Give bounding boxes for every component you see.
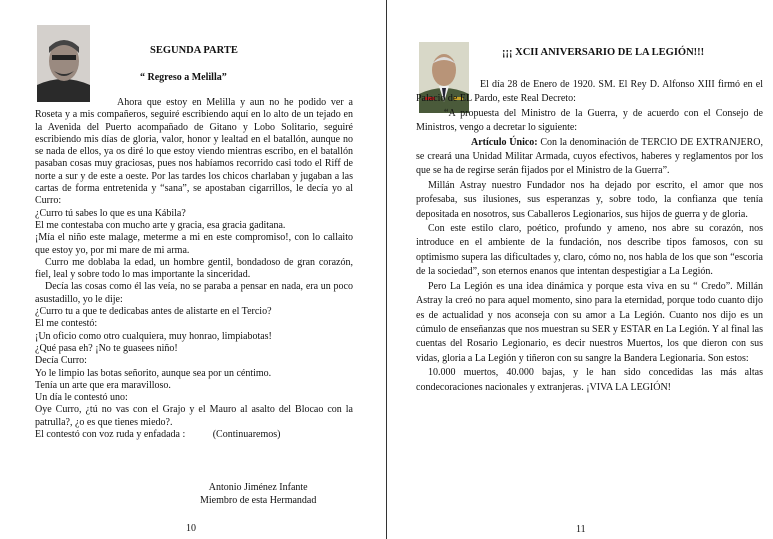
author-portrait-photo (37, 25, 90, 102)
paragraph: Yo le limpio las botas señorito, aunque sea por un céntimo. (35, 367, 272, 379)
story-text (35, 97, 353, 441)
paragraph: Un día le contestó uno: (35, 392, 128, 404)
paragraph: ¿Qué pasa eh? ¡No te guasees niño! (35, 342, 178, 354)
paragraph: Pero La Legión es una idea dinámica y porque esta viva en su “ Credo”. Millán Astray la creó no para aquel momento, sino para la eternidad, porque todo cuanto dijo es de actualidad y nos aconseja con su amor a La Legión. Cuanto nos dijo es un cúmulo de enseñanzas que nos muestran su SER y ESTAR en La Legión. Y al final las cuentas del Rosario Legionario, es decir nuestros Muertos, los que dieron con sus vidas, gloria a La Legión y tiñeron con su sangre la Bandera Legionaria. Son estos: (416, 280, 763, 364)
paragraph: El me contestaba con mucho arte y gracia, esa gracia gaditana. (35, 219, 286, 231)
paragraph: Millán Astray nuestro Fundador nos ha dejado por escrito, el amor que nos profesaba, sus ilusiones, sus esperanzas y, sobre todo, la confianza que tenía depositada en nosotros, sus Caballeros Legionarios, sus hijos de guerra y de gloria. (416, 179, 763, 220)
author-role: Miembro de esta Hermandad (200, 495, 317, 506)
paragraph: Ahora que estoy en Melilla y aun no he podido ver a Roseta y a mis compañeros, seguiré escribiendo aquí en lo alto de un tejado en la Avenida del Puerto acompañado de Gitano y Lobo Solitario, seguiré escribiendo mis días de gloria, valor, honor y lealtad en el batallón, aunque no se nada de ellos, ya os diré lo que estoy viendo mientras escribo, en el batallón pasaban cosas muy graciosas, pues nos habíamos recorrido casi todo el Riff de norte a sur y de este a oeste. Por las tardes los chicos charlaban y jugaban a las cartas de forma entretenida y “sana”, se apostaban cigarrillos, le decía yo al Curro: (35, 97, 353, 207)
paragraph: Curro me doblaba la edad, un hombre gentil, bondadoso de gran corazón, fiel, leal y sobre todo lo mas importante la sinceridad. (35, 256, 353, 281)
paragraph: Decía Curro: (35, 355, 87, 367)
article-text (416, 78, 763, 395)
paragraph: 10.000 muertos, 40.000 bajas, y le han sido concedidas las más altas condecoraciones nacionales y extranjeras. ¡VIVA LA LEGIÓN! (416, 367, 763, 393)
right-page (388, 0, 773, 539)
paragraph: “A propuesta del Ministro de la Guerra, y de acuerdo con el Consejo de Ministros, vengo a decretar lo siguiente: (416, 107, 763, 134)
author-signature (200, 481, 316, 507)
page-number: 10 (186, 523, 196, 534)
page-divider (386, 0, 387, 539)
anniversary-title: ¡¡¡ XCII ANIVERSARIO DE LA LEGIÓN!!! (502, 47, 705, 58)
paragraph: Con este estilo claro, poético, profundo y ameno, nos abre su corazón, nos introduce en el ambiente de la fundación, nos describe tipos famosos, con su optimismo supera las dificultades y, claro, cómo no, nos habla de los que son “escoria de la sociedad”, son eternos enanos que intentan despestigiar a La Legión. (416, 223, 763, 278)
paragraph: El contestó con voz ruda y enfadada : (Continuaremos) (35, 429, 281, 441)
paragraph: ¿Curro tu a que te dedicabas antes de alistarte en el Tercio? (35, 306, 272, 318)
paragraph: Decía las cosas como él las veía, no se paraba a pensar en nada, era un poco asustadillo, yo le dije: (35, 281, 353, 305)
paragraph: Oye Curro, ¿tú no vas con el Grajo y el Mauro al asalto del Blocao con la patrulla?, ¿o es que tienes miedo?. (35, 404, 353, 428)
paragraph: ¡Mía el niño este malage, meterme a mi en este compromiso!, con lo callaito que estoy yo, por mi mare de mi arma. (35, 232, 353, 256)
page-number: 11 (576, 524, 586, 535)
paragraph: ¿Curro tú sabes lo que es una Kábila? (35, 207, 186, 219)
article-body: Con la denominación de TERCIO DE EXTRANJERO, se creará una Unidad Militar Armada, cuyos efectivos, haberes y reglamentos por los que se ha de regirse serán fijados por el Ministro de la Guerra”. (416, 136, 763, 177)
left-page (0, 0, 386, 539)
article-label: Artículo Único: (471, 136, 538, 148)
chapter-subtitle: “ Regreso a Melilla” (140, 72, 227, 83)
paragraph: ¡Un oficio como otro cualquiera, muy honrao, limpiabotas! (35, 330, 272, 342)
paragraph: El día 28 de Enero de 1920. SM. El Rey D. Alfonso XIII firmó en el Palacio de EL Pardo, este Real Decreto: (416, 79, 763, 105)
paragraph: Tenía un arte que era maravilloso. (35, 379, 171, 391)
article-paragraph (416, 136, 763, 179)
author-name: Antonio Jiménez Infante (208, 482, 308, 493)
paragraph: El me contestó: (35, 318, 98, 330)
section-title: SEGUNDA PARTE (150, 45, 238, 56)
